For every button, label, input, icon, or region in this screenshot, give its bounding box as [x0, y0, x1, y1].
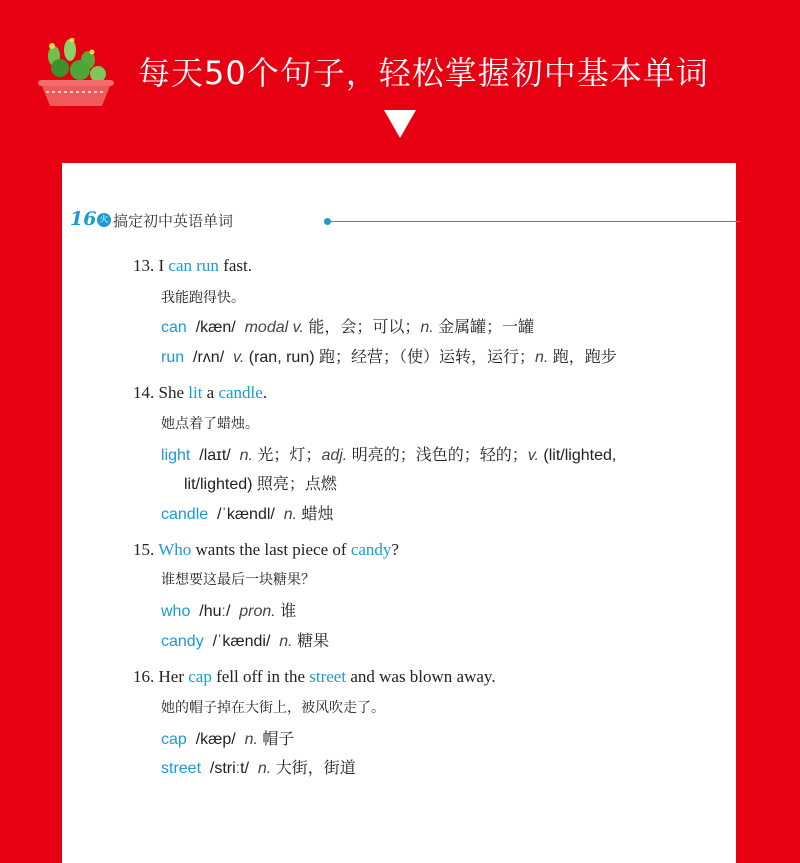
sentence-13: 13. I can run fast. — [133, 256, 252, 275]
highlight-word: candle — [218, 383, 263, 402]
sentence-14: 14. She lit a candle. — [133, 383, 268, 402]
highlight-word: run — [196, 256, 219, 275]
highlight-word: Who — [158, 540, 192, 559]
highlight-word: can — [168, 256, 193, 275]
highlight-word: cap — [188, 667, 212, 686]
vocab-street: street /striːt/ n. 大街，街道 — [161, 760, 356, 777]
vocab-can: can /kæn/ modal v. 能，会；可以；n. 金属罐；一罐 — [161, 319, 535, 336]
vocab-candy: candy /ˈkændi/ n. 糖果 — [161, 633, 330, 650]
vocab-light-continued: lit/lighted) 照亮；点燃 — [184, 476, 337, 493]
translation-13: 我能跑得快。 — [161, 290, 245, 306]
highlight-word: street — [309, 667, 347, 686]
translation-16: 她的帽子掉在大街上，被风吹走了。 — [161, 700, 385, 716]
flame-badge-icon: 火 — [97, 213, 111, 227]
vocab-cap: cap /kæp/ n. 帽子 — [161, 731, 295, 748]
vocab-run: run /rʌn/ v. (ran, run) 跑；经营；（使）运转，运行；n. 跑，跑步 — [161, 349, 617, 366]
vocab-who: who /huː/ pron. 谁 — [161, 603, 297, 620]
banner-title: 每天50个句子，轻松掌握初中基本单词 — [138, 54, 709, 92]
vocab-light: light /laɪt/ n. 光；灯；adj. 明亮的；浅色的；轻的；v. (lit/lighted, — [161, 447, 617, 464]
highlight-word: candy — [350, 540, 392, 559]
page-number: 16 — [70, 208, 97, 230]
translation-14: 她点着了蜡烛。 — [161, 416, 259, 432]
sentence-15: 15. Who wants the last piece of candy? — [133, 540, 399, 559]
book-title: 搞定初中英语单词 — [113, 212, 234, 230]
sentence-16: 16. Her cap fell off in the street and was blown away. — [133, 667, 496, 686]
vocab-candle: candle /ˈkændl/ n. 蜡烛 — [161, 506, 334, 523]
highlight-word: lit — [188, 383, 203, 402]
translation-15: 谁想要这最后一块糖果？ — [161, 572, 315, 588]
